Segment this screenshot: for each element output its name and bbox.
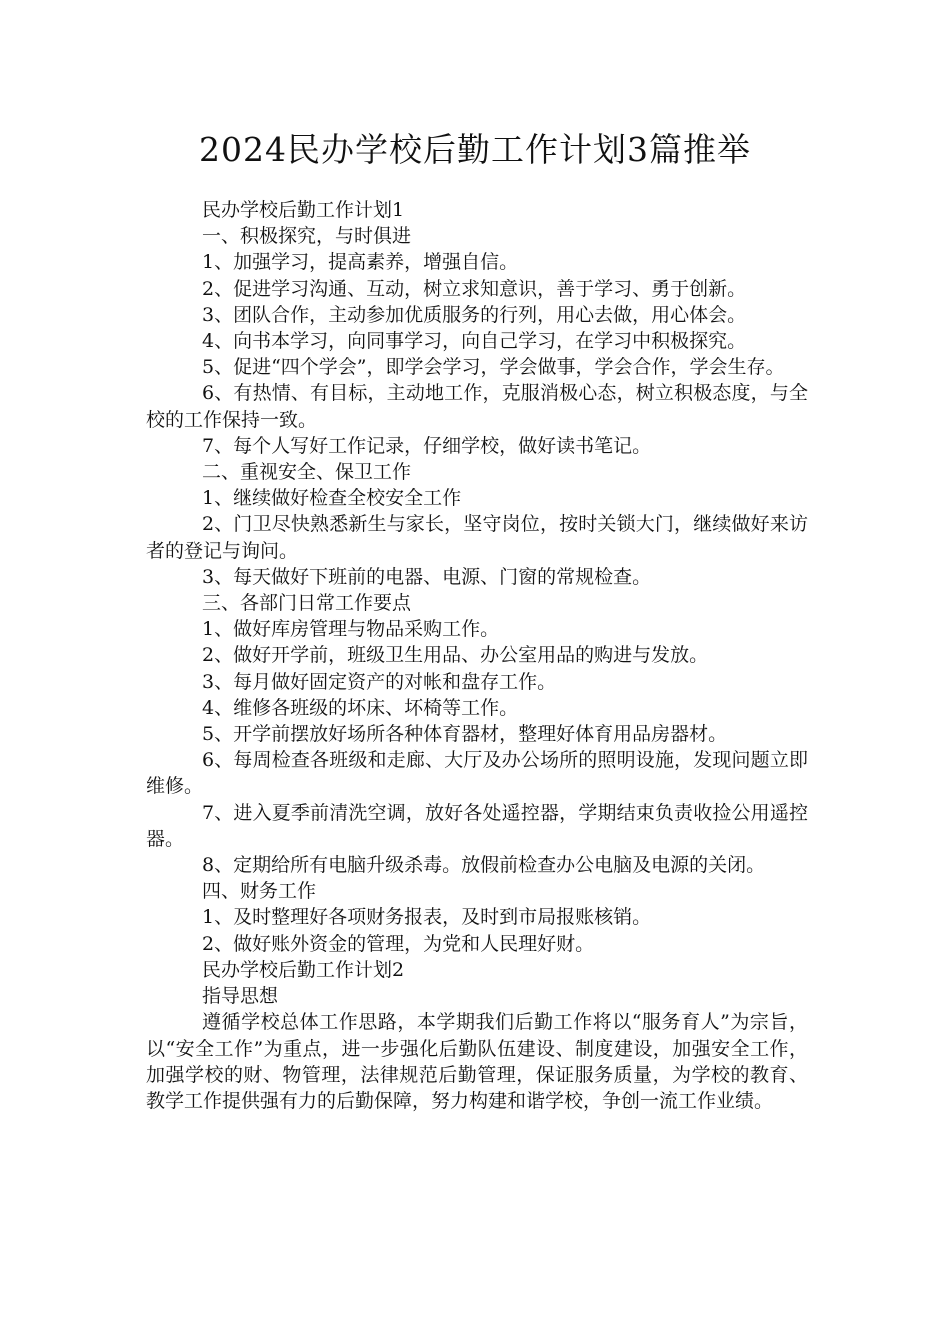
paragraph: 2、门卫尽快熟悉新生与家长，坚守岗位，按时关锁大门，继续做好来访者的登记与询问。 (146, 513, 808, 562)
paragraph: 1、做好库房管理与物品采购工作。 (202, 618, 500, 641)
paragraph: 三、各部门日常工作要点 (202, 592, 412, 615)
paragraph: 5、促进“四个学会”，即学会学习，学会做事，学会合作，学会生存。 (202, 356, 785, 379)
paragraph: 7、进入夏季前清洗空调，放好各处遥控器，学期结束负责收捡公用遥控器。 (146, 801, 808, 850)
paragraph: 1、加强学习，提高素养，增强自信。 (202, 251, 519, 274)
paragraph: 2、促进学习沟通、互动，树立求知意识，善于学习、勇于创新。 (202, 277, 747, 300)
paragraph: 民办学校后勤工作计划1 (202, 199, 405, 221)
paragraph: 1、及时整理好各项财务报表，及时到市局报账核销。 (202, 906, 652, 929)
paragraph: 一、积极探究，与时俱进 (202, 225, 412, 248)
paragraph: 1、继续做好检查全校安全工作 (202, 487, 462, 510)
document-title: 2024民办学校后勤工作计划3篇推举 (199, 130, 751, 169)
paragraph: 4、维修各班级的坏床、坏椅等工作。 (202, 696, 519, 719)
paragraph: 7、每个人写好工作记录，仔细学校，做好读书笔记。 (202, 434, 652, 457)
document-body (146, 197, 808, 1114)
paragraph: 指导思想 (202, 985, 279, 1008)
paragraph: 遵循学校总体工作思路，本学期我们后勤工作将以“服务育人”为宗旨，以“安全工作”为重点，进一步强化后勤队伍建设、制度建设，加强安全工作，加强学校的财、物管理，法律规范后勤管理，保证服务质量，为学校的教育、教学工作提供强有力的后勤保障，努力构建和谐学校，争创一流工作业绩。 (146, 1011, 808, 1112)
paragraph: 5、开学前摆放好场所各种体育器材，整理好体育用品房器材。 (202, 723, 728, 746)
paragraph: 3、每天做好下班前的电器、电源、门窗的常规检查。 (202, 565, 652, 588)
paragraph: 3、团队合作，主动参加优质服务的行列，用心去做，用心体会。 (202, 303, 747, 326)
paragraph: 2、做好账外资金的管理，为党和人民理好财。 (202, 932, 595, 955)
paragraph: 2、做好开学前，班级卫生用品、办公室用品的购进与发放。 (202, 644, 709, 667)
paragraph: 3、每月做好固定资产的对帐和盘存工作。 (202, 670, 557, 693)
paragraph: 4、向书本学习，向同事学习，向自己学习，在学习中积极探究。 (202, 330, 747, 353)
paragraph: 8、定期给所有电脑升级杀毒。放假前检查办公电脑及电源的关闭。 (202, 854, 766, 877)
paragraph: 6、有热情、有目标，主动地工作，克服消极心态，树立积极态度，与全校的工作保持一致。 (146, 382, 808, 431)
paragraph: 二、重视安全、保卫工作 (202, 461, 412, 484)
paragraph: 四、财务工作 (202, 880, 317, 903)
paragraph: 6、每周检查各班级和走廊、大厅及办公场所的照明设施，发现问题立即维修。 (146, 749, 808, 798)
paragraph: 民办学校后勤工作计划2 (202, 958, 405, 981)
